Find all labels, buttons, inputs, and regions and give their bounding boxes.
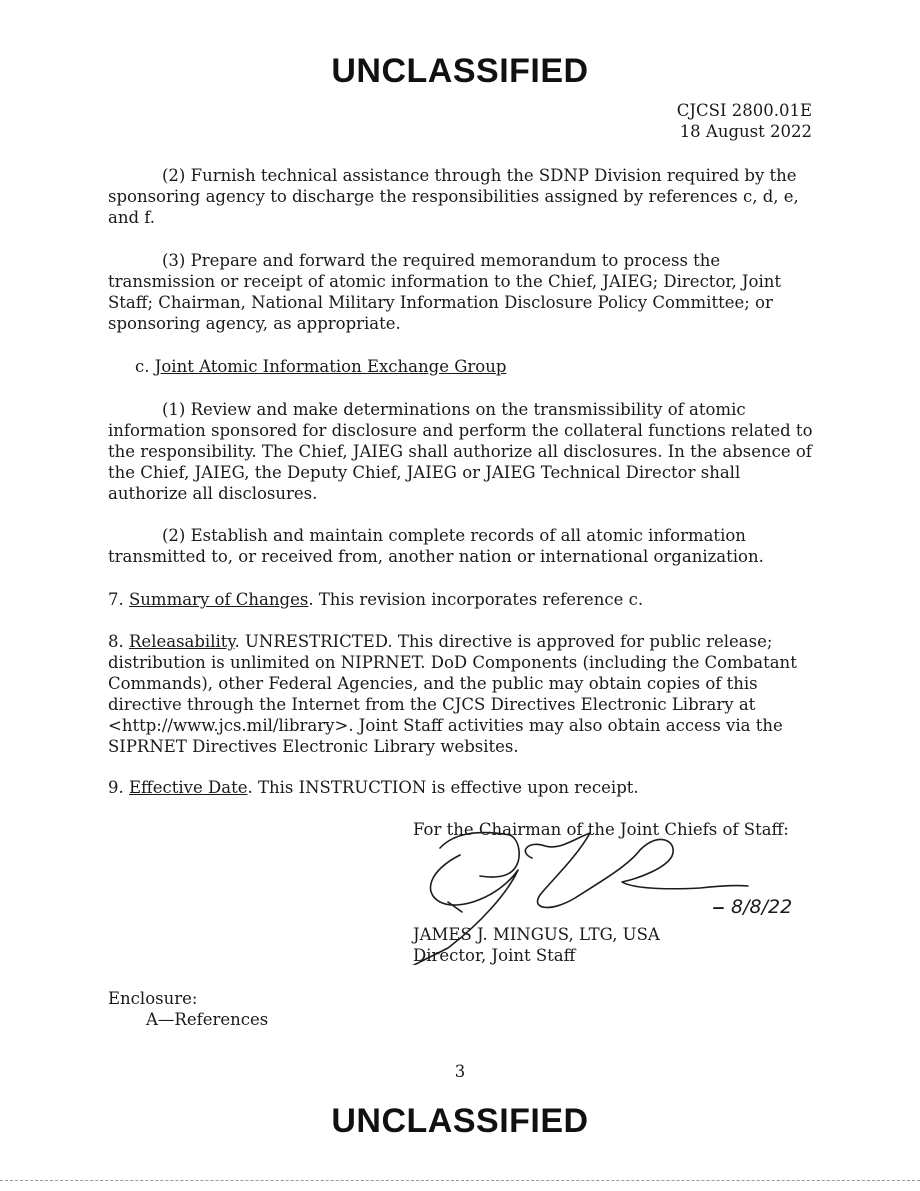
enclosure-block	[108, 988, 268, 1030]
section-text: . This INSTRUCTION is effective upon receipt.	[247, 778, 639, 797]
section-text: . This revision incorporates reference c.	[308, 590, 644, 609]
paragraph-number: (1)	[162, 400, 186, 419]
section-number: 7.	[108, 590, 124, 609]
signer-block	[413, 924, 660, 966]
enclosure-item: A—References	[146, 1010, 269, 1029]
paragraph-c1	[108, 399, 818, 504]
section-7	[108, 589, 818, 610]
section-heading-c	[135, 356, 845, 377]
paragraph-b3	[108, 250, 818, 334]
section-title: Summary of Changes	[129, 590, 309, 609]
paragraph-number: (2)	[162, 166, 186, 185]
signature-for-line: For the Chairman of the Joint Chiefs of Staff:	[413, 820, 789, 839]
handwritten-date-value: 8/8/22	[731, 896, 793, 918]
paragraph-b2	[108, 165, 818, 228]
paragraph-text: Furnish technical assistance through the SDNP Division required by the sponsoring agency to discharge the responsibilities assigned by references c, d, e, and f.	[108, 166, 799, 227]
section-number: 8.	[108, 632, 124, 651]
scan-edge-divider	[0, 1180, 920, 1181]
handwritten-date: – 8/8/22	[712, 892, 793, 922]
section-title: Joint Atomic Information Exchange Group	[154, 357, 507, 376]
section-label: c.	[135, 357, 150, 376]
classification-banner-top: UNCLASSIFIED	[331, 52, 589, 90]
paragraph-text: Establish and maintain complete records of all atomic information transmitted to, or received from, another nation or international organization.	[108, 526, 764, 566]
page-number: 3	[454, 1062, 466, 1081]
signer-name: JAMES J. MINGUS, LTG, USA	[413, 925, 660, 944]
section-number: 9.	[108, 778, 124, 797]
paragraph-number: (3)	[162, 251, 186, 270]
section-title: Effective Date	[129, 778, 248, 797]
section-8	[108, 631, 818, 757]
paragraph-text: Prepare and forward the required memorandum to process the transmission or receipt of atomic information to the Chief, JAIEG; Director, Joint Staff; Chairman, National Military Information Disclosure Policy Committee; or sponsoring agency, as appropriate.	[108, 251, 782, 333]
paragraph-text: Review and make determinations on the transmissibility of atomic information sponsored for disclosure and perform the collateral functions related to the responsibility. The Chief, JAIEG shall authorize all disclosures. In the absence of the Chief, JAIEG, the Deputy Chief, JAIEG or JAIEG Technical Director shall authorize all disclosures.	[108, 400, 813, 503]
signer-title: Director, Joint Staff	[413, 946, 576, 965]
enclosure-label: Enclosure:	[108, 989, 198, 1008]
section-title: Releasability	[129, 632, 235, 651]
paragraph-c2	[108, 525, 818, 567]
paragraph-number: (2)	[162, 526, 186, 545]
document-header	[677, 100, 812, 142]
doc-number: CJCSI 2800.01E	[676, 101, 812, 120]
doc-date: 18 August 2022	[679, 122, 812, 141]
section-9	[108, 777, 818, 798]
section-text: . UNRESTRICTED. This directive is approved for public release; distribution is unlimited on NIPRNET. DoD Components (including the Combatant Commands), other Federal Agencies, and the public may obtain copies of this directive through the Internet from the CJCS Directives Electronic Library at <http://www.jcs.mil/library>. Joint Staff activities may also obtain access via the SIPRNET Directives Electronic Library websites.	[108, 632, 797, 756]
classification-banner-bottom: UNCLASSIFIED	[331, 1102, 589, 1140]
